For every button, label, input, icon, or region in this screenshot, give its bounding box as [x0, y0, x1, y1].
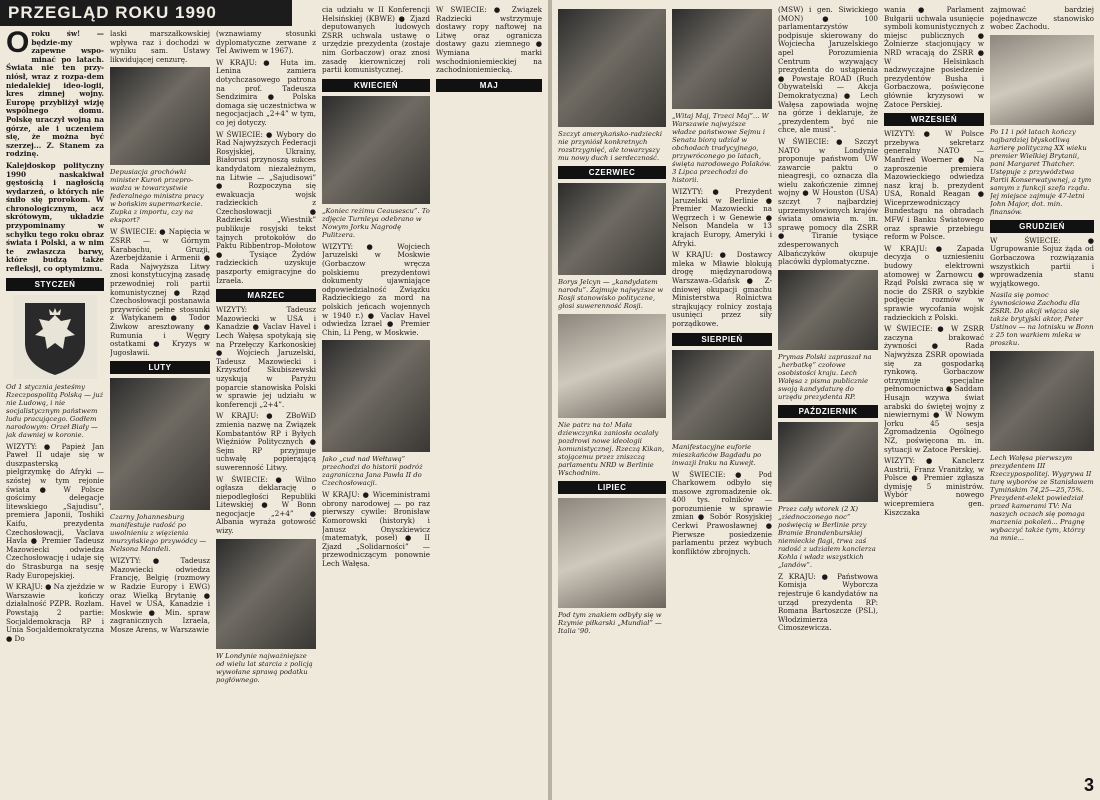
body-c9-b: W ŚWIECIE: ● Ugrupowanie Sojuz żąda od Gorbaczowa rozwiązania wszystkich partii i wprowadzenia stanu wyjątkowego. — [990, 235, 1094, 288]
polish-eagle-emblem — [13, 295, 97, 379]
caption-fireworks: Przez cały wtorek (2 X) „ziednoczonego noc” poświęcią w Berlinie przy Bramie Brandenburskiej niemieckie flagi, trwa zaś radość z udziałem kanclerza Kohla i władz wszystkich „landów”. — [778, 504, 876, 569]
month-heading-maj: MAJ — [436, 79, 542, 92]
body-c6-a: (MSW) i gen. Siwickiego (MON) ● 100 parlamentarzystów podpisuje skierowany do Wojciecha Jaruzelskiego apel Porozumienia Centrum wzywający prezydenta do ustąpienia ● Powstaje ROAD (Ruch Obywatelski — Akcja Demokratyczna) ● Lech Wałęsa zapowiada wojnę na górze i deklaruje, że „prezydentem być nie chce, ale musi”. — [778, 6, 878, 135]
caption-baghdad: Manifestacyjne euforie mieszkańców Bagdadu po inwazji Iraku na Kuwejt. — [672, 442, 762, 467]
caption-emblem: Od 1 stycznia jesteśmy Rzeczpospolitą Polską — już nie Ludową, i nie socjalistycznym państwem ludu pracującego. Godłem narodowym: Orzeł Biały — jak dawniej w koronie. — [6, 382, 104, 439]
caption-may-3: „Witaj Maj, Trzeci Maj”... W Warszawie najwyższe władze państwowe Sejmu i Senatu biorą udział w obchodach tradycyjnego, przywróconego po latach, święta narodowego Polaków. 3 Lipca przechodzi do historii. — [672, 112, 772, 184]
caption-koniec: „Koniec reżimu Ceausescu”. To zdjęcie Turnleya odebrano w Nowym Jorku Nagrodę Pulitzera. — [322, 206, 430, 239]
photo-johannesburg — [110, 378, 210, 510]
photo-koniec — [322, 96, 430, 204]
body-c4-c: W KRAJU: ● Wiceministrami obrony narodowej — po raz pierwszy cywile: Bronisław Komorowski (historyk) i Janusz Onyszkiewicz (matematyk, poseł) ● II Zjazd „Solidarności” — przewodniczącym ponownie Lech Wałęsa. — [322, 490, 430, 569]
caption-primate: Prymas Polski zapraszał na „herbatkę” czołowe osobistości kraju. Lech Wałęsa z pisma publicznie swoją kandydaturę do urzędu prezydenta RP. — [778, 352, 872, 401]
body-c6-c: WIZYTY: ● Prezydent Jaruzelski w Berlinie ● Premier Mazowiecki na Węgrzech i w Genewie ● Nelson Mandela w 13 krajach Europy, Ameryki i Afryki. — [672, 187, 772, 248]
body-c3-b: W KRAJU: ● Huta im. Lenina zamiera dotychczasowego patrona na prof. Tadeusza Sendzimira ● Polska domaga się uczestnictwa w negocjacjach „2+4” w tym, co jej dotyczy. — [216, 57, 316, 127]
caption-walesa: Lech Wałęsa pierwszym prezydentem III Rzeczypospolitej. Wygrywa II turę wyborów ze Stanisławem Tymińskim 74,25—25,75%. Prezydent-elekt powiedział przed kamerami TV: Na naszych oczach się pomaga marzenia pokoleń... Pragnę wybaczyć także tym, którzy na mnie... — [990, 454, 1094, 543]
photo-mundial — [558, 498, 666, 608]
body-c2-a: laski marszałkowskiej wpływa raz i dochodzi w wyniku sam. Ustawy likwidującej cenzurę. — [110, 30, 210, 64]
column-6 — [558, 6, 666, 800]
column-2 — [110, 30, 210, 800]
body-c7-c: W KRAJU: ● Zapada decyzja o uzniesieniu budowy elektrowni atomowej w Żarnowcu ● Rząd Polski zwraca się w nocie do ZSRR o szybkie podjęcie rozmów w sprawie wycofania wojsk radzieckich z Polski. — [884, 243, 984, 322]
month-heading-pazdziernik: PAŹDZIERNIK — [778, 405, 878, 418]
photo-pope-prague — [322, 340, 430, 452]
body-c2-b: W ŚWIECIE: ● Napięcia w ZSRR — w Górnym Karabachu, Gruzji, Azerbejdżanie i Armenii ● Rada Najwyższa Litwy znosi konstytucyjną zasadę przewodniej roli partii komunistycznej ● Rząd Czechosłowacji postanawia przywrócić pełne stosunki z Watykanem ● Todor Żiwkow aresztowany ● Rumunia i Węgry ostatkami ● Kryzys w Jugosławii. — [110, 227, 210, 357]
right-page — [552, 0, 1100, 800]
month-heading-wrzesien: WRZESIEŃ — [884, 113, 984, 126]
caption-johannesburg: Czarny Johannesburg manifestuje radość po uwolnieniu z więzienia murzyńskiego przywódcy — Nelsona Mandeli. — [110, 513, 207, 554]
photo-baghdad — [672, 350, 772, 440]
body-c3-d: WIZYTY: Tadeusz Mazowiecki w USA i Kanadzie ● Vaclav Havel i Lech Wałęsa spotykają się na Przełęczy Karkonoskiej ● Wojciech Jaruzelski, Tadeusz Mazowiecki i Krzysztof Skubiszewski uzyskują w Paryżu poparcie stanowiska Polski w sprawie jej udziału w konferencji „2+4”. — [216, 305, 316, 409]
masthead: PRZEGLĄD ROKU 1990 — [0, 0, 292, 26]
photo-thatcher — [990, 35, 1094, 125]
body-c2-c: WIZYTY: ● Tadeusz Mazowiecki odwiedza Francję, Belgię (rozmowy w Radzie Europy i EWG) oraz Wielką Brytanię ● Havel w USA, Kanadzie i Moskwie ● Min. spraw zagranicznych Izraela, Mosze Arens, w Warszawie — [110, 556, 210, 635]
left-page — [0, 0, 548, 800]
body-c6-b: W ŚWIECIE: ● Szczyt NATO w Londynie proponuje państwom UW zawarcie paktu o nieagresji, co oznacza dla wielu zakończenie zimnej wojny ● W Houston (USA) szczyt 7 najbardziej uprzemysłowionych krajów świata omawia m. in. sprawę pomocy dla ZSRR ● Tiranie tysiące zdesperowanych Albańczyków okupuje placówki dyplomatyczne. — [778, 136, 878, 267]
page-number: 3 — [1083, 775, 1094, 795]
caption-london: W Londynie najważniejsze od wielu lat starcia z policją wywołane sprawą podatku pogłównego. — [216, 651, 313, 684]
dropcap: O — [6, 30, 30, 59]
caption-wall: Nie patrz na to! Mała dziewczynka zaniosła ocalały pozdrowi nowe ideologii komunistycznej. Rzeczą Kikan, stojącemu przez zniszczą parlamentu NRD w Berlinie Wschodnim. — [558, 421, 665, 477]
column-3 — [216, 30, 316, 800]
body-c7-d: W ŚWIECIE: ● W ZSRR zaczyna brakować żywności ● Rada Najwyższa ZSRR opowiada się za gospodarką rynkową. Gorbaczow otrzymuje specjalne pełnomocnictwa ● Saddam Husajn wzywa świat arabski do świętej wojny z niewiernymi ● W Nowym Jorku 45 sesja Zgromadzenia Ogólnego NZ, poświęcona m. in. sytuacji w Zatoce Perskiej. — [884, 324, 984, 454]
eagle-icon — [13, 295, 97, 379]
month-heading-grudzien: GRUDZIEŃ — [990, 220, 1094, 233]
month-heading-czerwiec: CZERWIEC — [558, 166, 666, 179]
column-4 — [322, 6, 430, 800]
body-c4-b: WIZYTY: ● Wojciech Jaruzelski w Moskwie (Gorbaczow wręcza polskiemu prezydentowi dokumenty ujawniające odpowiedzialność Związku Radzieckiego za mord na polskich jeńcach wojennych w 1940 r.) ● Vaclav Havel odwiedza Izrael ● Premier Chin, Li Peng, w Moskwie. — [322, 241, 430, 337]
month-heading-sierpien: SIERPIEŃ — [672, 333, 772, 346]
photo-fireworks — [778, 422, 878, 502]
body-c7-a: wania ● Parlament Bułgarii uchwala usunięcie symboli komunistycznych z miejsc publicznych ● Żołnierze stacjonujący w NRD wracają do ZSRR ● W Helsinkach nadzwyczajne posiedzenie prezydentów Busha i Gorbaczowa, poświęcone głównie kryzysowi w Zatoce Perskiej. — [884, 6, 984, 109]
caption-pope-prague: Jako „cud nad Wełtawą” przechodzi do historii podróż zagraniczna Jana Pawła II do Czechosłowacji. — [322, 455, 423, 488]
photo-may-3 — [672, 9, 772, 109]
caption-kuron: Depusiacja grochówki minister Kuroń przeprowadza w towarzystwie federalnego ministra pracy w bońskim supermarkecie. Zupka z importu, czy na eksport? — [110, 168, 204, 225]
caption-aid: Nasila się pomoc żywnościowa Zachodu dla ZSRR. Do akcji włącza się także brytyjski aktor, Peter Ustinov — na lotnisku w Bonn z 25 ton warkiem mleka w proszku. — [990, 291, 1094, 348]
column-9 — [884, 6, 984, 800]
photo-kuron — [110, 67, 210, 165]
column-7 — [672, 6, 772, 800]
month-heading-styczen: STYCZEŃ — [6, 278, 104, 291]
body-c3-a: (wznawiamy stosunki dyplomatyczne zerwane z Tel Awiwem w 1967). — [216, 30, 316, 56]
photo-wall — [558, 314, 666, 418]
column-10 — [990, 6, 1094, 800]
body-c7-b: WIZYTY: ● W Polsce przebywa sekretarz generalny NATO — Manfred Woerner ● Na zaproszenie premiera Mazowieckiego odwiedza nasz kraj b. prezydent USA, Ronald Reagan ● Wiceprzewodniczący Bundestagu na obradach MFW i Banku Światowego oraz sprawie przebiegu reform w Polsce. — [884, 129, 984, 242]
body-c3-f: W ŚWIECIE: ● Wilno ogłasza deklarację o niepodległości Republiki Litewskiej ● W Bonn negocjacje „2+4” ● Albania wyraża gotowość wizy. — [216, 474, 316, 536]
column-8 — [778, 6, 878, 800]
photo-primate — [778, 270, 878, 350]
column-5 — [436, 6, 542, 800]
month-heading-kwiecien: KWIECIEŃ — [322, 79, 430, 92]
caption-thatcher: Po 11 i pół latach kończy najbardziej błyskotliwą karierę polityczną XX wieku premier Wielkiej Brytanii, pani Margaret Thatcher. Ustępuje z przywództwa Partii Konserwatywnej, a tym samym z funkcji szefa rządu. Jej miejsce zajmuje 47-letni John Major, dot. min. finansów. — [990, 127, 1092, 216]
photo-jelcyn — [558, 183, 666, 275]
body-c6-d: W KRAJU: ● Dostawcy mleka w Mławie blokują drogę międzynarodową Warszawa–Gdańsk ● Z-dniowej okupacji gmachu Ministerstwa Rolnictwa strajkujący rolnicy zostają usunięci przez siły porządkowe. — [672, 250, 772, 328]
month-heading-luty: LUTY — [110, 361, 210, 374]
body-c3-e: W KRAJU: ● ZBoWiD zmienia nazwę na Związek Kombatantów RP i Byłych Więźniów Politycznych ● Sejm RP przyjmuje uchwałę popierającą suwerenność Litwy. — [216, 411, 316, 472]
photo-walesa — [990, 351, 1094, 451]
intro-text: roku św! — będzie-my zapewne wspo-minać po latach. Świata nie ten przy-niósł, wraz z rozpa-dem niedalekiej ideo-logii, kres zimnej wojny. Europę przybliżył wizję wspólnego domu. Polskę uraczył wojną na górze, ale i uczeniem się, że można być szerzej... Z. Stanem za rodzinę. — [6, 30, 104, 159]
body-c4-a: cia udziału w II Konferencji Helsińskiej (KBWE) ● Zjazd deputowanych ludowych ZSRR uchwala ustawę o urzędzie prezydenta (zostaje nim Gorbaczow) oraz znosi zasadę kierowniczej roli partii komunistycznej. — [322, 6, 430, 75]
month-heading-marzec: MARZEC — [216, 289, 316, 302]
body-c9-a: zajmować bardziej pojednawcze stanowisko wobec Zachodu. — [990, 6, 1094, 32]
photo-summit — [558, 9, 666, 127]
body-c5-a: W ŚWIECIE: ● Związek Radziecki wstrzymuje dostawy ropy naftowej na Litwę oraz ogranicza dostawy gazu ziemnego ● Wymiana marki wschodnioniemieckiej na zachodnioniemiecką. — [436, 6, 542, 75]
body-c3-c: W ŚWIECIE: ● Wybory do Rad Najwyższych Federacji Rosyjskiej, Ukrainy, Białorusi przynoszą sukces kandydatom niezależnym, na Litwie — „Sajudisowi” ● Rozpoczyna się ewakuacja wojsk radzieckich z Czechosłowacji ● Radziecki „Wiestnik” publikuje rosyjski tekst tajnych protokołów do Paktu Ribbentrop–Mołotow ● Tysiące Żydów radzieckich uzyskuje paszporty emigracyjne do Izraela. — [216, 129, 316, 285]
caption-summit: Szczyt amerykańsko-radziecki nie przyniósł konkretnych rozstrzygnięć, ale towarzyszy mu nowy duch i serdeczność. — [558, 130, 663, 162]
photo-london — [216, 539, 316, 649]
month-heading-lipiec: LIPIEC — [558, 481, 666, 494]
body-c1-a: WIZYTY: ● Papież Jan Paweł II udaje się w duszpasterską pielgrzymkę do Afryki — szóstej w tym rejonie świata ● W Polsce gościmy delegacje litewskiego „Sajudisu”, premiera Japonii, Toshiki Kaifu, prezydenta Czechosłowacji, Vaclava Havla ● Premier Tadeusz Mazowiecki odwiedza Czechosłowację i udaje się do Strasburga na sesję Rady Europejskiej. — [6, 441, 104, 580]
body-c6-e: W ŚWIECIE: ● Pod Charkowem odbyło się masowe zgromadzenie ok. 400 tys. rolników — porozumienie w sprawie zmian ● Sobór Rosyjskiej Cerkwi Prawosławnej ● Pierwsze posiedzenie parlamentu przez wybuch konfliktów zbrojnych. — [672, 469, 772, 556]
body-c7-f: Z KRAJU: ● Państwowa Komisja Wyborcza rejestruje 6 kandydatów na urząd prezydenta RP: Romana Bartoszcze (PSL), Włodzimierza Cimoszewicza. — [778, 571, 878, 633]
column-1 — [6, 30, 104, 800]
body-c1-b: W KRAJU: ● Na zjeździe w Warszawie kończy działalność PZPR. Rozłam. Powstają 2 partie: Socjaldemokracja RP i Unia Socjaldemokratyczna ● Do — [6, 582, 104, 643]
caption-jelcyn: Borys Jelcyn — „kandydatem narodu”. Zajmuje najwyższe w Rosji stanowisko polityczne, głosi suwerenność Rosji. — [558, 278, 664, 310]
body-c7-e: WIZYTY: ● Kanclerz Austrii, Franz Vranitzky, w Polsce ● Premier zgłasza dymisję 5 ministrów. Wybór nowego wicepremiera gen. Kiszczaka — [884, 456, 984, 517]
intro-text-2: Kalejdoskop polityczny 1990 naskakiwał gęstością i nagłością wydarzeń, o których nie śniło się prorokom. W chronologicznym, acz skrótowym, układzie przypominamy w schyłku tego roku obraz świata i Polski, a w nim te zwłaszcza barwy, które budzą także refleksji, co optymizmu. — [6, 160, 104, 274]
caption-mundial: Pod tym znakiem odbyły się w Rzymie piłkarski „Mundial” — Italia '90. — [558, 611, 662, 635]
